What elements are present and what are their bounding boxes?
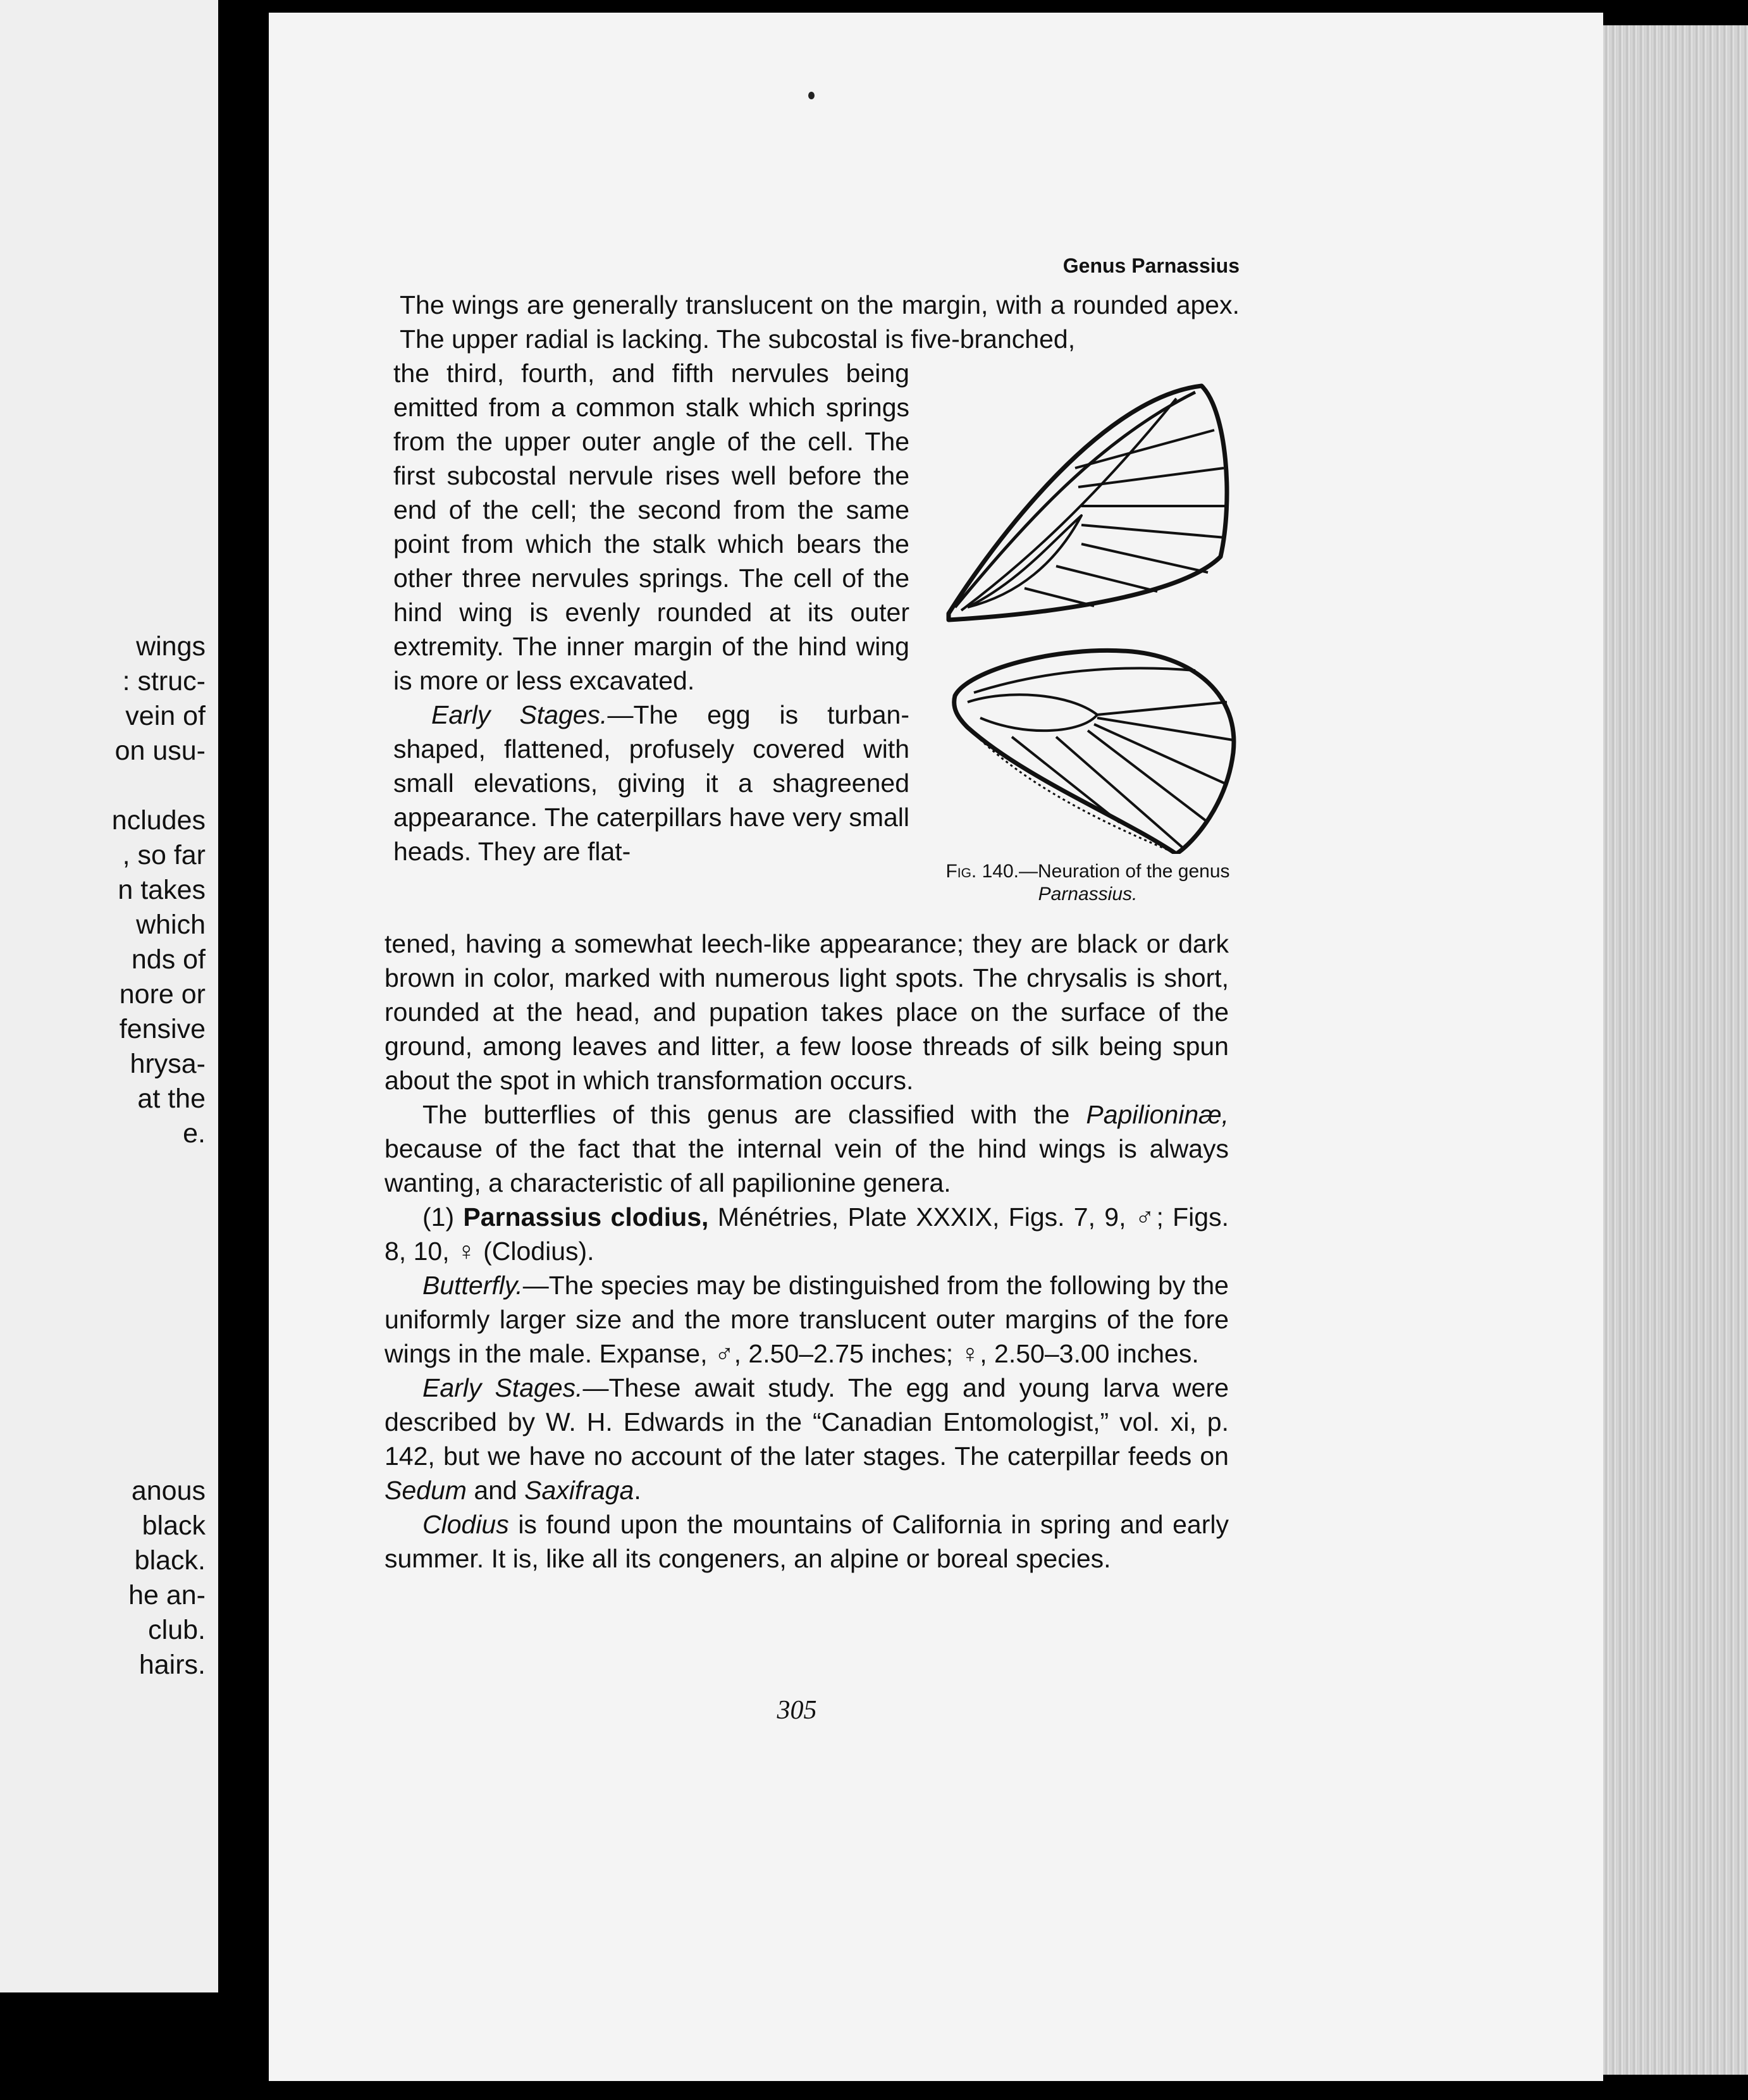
- wing-neuration-figure: [930, 373, 1246, 854]
- butterfly-heading: Butterfly.: [422, 1271, 523, 1300]
- plant-name: Sedum: [385, 1476, 467, 1505]
- left-page-fragment: he an-: [128, 1580, 206, 1610]
- narrow-column: [393, 356, 909, 868]
- left-page-fragment: anous: [131, 1476, 206, 1506]
- plant-name: Saxifraga: [524, 1476, 634, 1505]
- species-short-name: Clodius: [422, 1510, 509, 1539]
- period: .: [634, 1476, 641, 1505]
- classification-text-end: because of the fact that the internal vein of the hind wings is always wanting, a characteristic of all papilionine genera.: [385, 1134, 1229, 1197]
- left-page-fragment: nds of: [131, 944, 206, 975]
- species-number: (1): [422, 1202, 455, 1232]
- early-stages-2-heading: Early Stages.: [422, 1373, 583, 1402]
- left-page-fragment: : struc-: [122, 666, 206, 696]
- hind-wing-outline: [954, 650, 1234, 854]
- species-heading: [385, 1200, 1229, 1268]
- figure-caption-genus: Parnassius.: [1038, 884, 1138, 905]
- early-stages-heading: Early Stages.: [431, 700, 608, 729]
- fore-wing-vein: [955, 392, 1195, 607]
- conjunction: and: [466, 1476, 525, 1505]
- early-stages-continued: tened, having a somewhat leech-like appearance; they are black or dark brown in color, marked with numerous light spots. The chrysalis is short, rounded at the head, and pupation takes place on the surface of the ground, among leaves and litter, a few loose threads of silk being spun about the spot in which transformation occurs.: [385, 929, 1229, 1095]
- left-page-fragment: n takes: [118, 875, 206, 905]
- left-page-fragment: club.: [148, 1615, 206, 1645]
- left-page-fragment: hrysa-: [130, 1049, 206, 1079]
- early-stages-2-text: —These await study. The egg and young larva were described by W. H. Edwards in the “Canadian Entomologist,” vol. xi, p. 142, but we have no account of the later stages. The caterpillar feeds on: [385, 1373, 1229, 1471]
- fore-wing-vein: [961, 398, 1176, 610]
- left-page-edge: [0, 0, 218, 1992]
- page-number: 305: [777, 1696, 817, 1725]
- butterfly-paragraph: [385, 1268, 1229, 1371]
- book-gutter: [218, 0, 269, 2100]
- classification-paragraph: [385, 1097, 1229, 1200]
- ink-speck: [808, 92, 815, 99]
- figure-label: Fig. 140.: [945, 861, 1019, 882]
- left-page-fragment: fensive: [119, 1014, 206, 1044]
- running-head: Genus Parnassius: [1062, 254, 1240, 277]
- intro-beside-figure: the third, fourth, and fifth nervules being emitted from a common stalk which springs from the upper outer angle of the cell. The first subcostal nervule rises well before the end of the cell; the second from the same point from which the stalk which bears the other three nervules springs. The cell of the hind wing is evenly rounded at its outer extremity. The inner margin of the hind wing is more or less excavated.: [393, 359, 909, 695]
- left-page-fragment: e.: [183, 1118, 206, 1149]
- closing-paragraph: [385, 1507, 1229, 1576]
- figure-caption: [942, 860, 1233, 906]
- left-page-fragment: hairs.: [138, 1650, 206, 1680]
- butterfly-text: —The species may be distinguished from the following by the uniformly larger size and the more translucent outer margins of the fore wings in the male. Expanse, ♂, 2.50–2.75 inches; ♀, 2.50–3.00 inches.: [385, 1271, 1229, 1368]
- fore-wing-outline: [949, 386, 1227, 620]
- closing-text: is found upon the mountains of California in spring and early summer. It is, like all its congeners, an alpine or boreal species.: [385, 1510, 1229, 1573]
- left-page-fragment: on usu-: [114, 736, 206, 766]
- species-name: Parnassius clodius,: [463, 1202, 709, 1232]
- intro-paragraph-top: [400, 288, 1240, 356]
- intro-full-width: The wings are generally translucent on the margin, with a rounded apex. The upper radial is lacking. The subcostal is five-branched,: [400, 290, 1240, 354]
- wing-diagram: [930, 373, 1246, 854]
- figure-caption-text: —Neuration of the genus: [1019, 861, 1230, 882]
- left-page-fragment: nore or: [119, 979, 206, 1010]
- left-page-fragment: vein of: [125, 701, 206, 731]
- left-page-fragment: black: [142, 1510, 206, 1541]
- subfamily-name: Papilioninæ,: [1086, 1100, 1229, 1129]
- early-stages-paragraph: [393, 698, 909, 868]
- left-page-fragment: at the: [137, 1084, 206, 1114]
- left-page-fragment: which: [136, 910, 206, 940]
- species-citation: Ménétries, Plate XXXIX, Figs. 7, 9, ♂; Figs. 8, 10, ♀ (Clodius).: [385, 1202, 1229, 1266]
- left-page-fragment: ncludes: [111, 805, 206, 836]
- early-stages-text: —The egg is turban-shaped, flattened, profusely covered with small elevations, giving it a shagreened appearance. The caterpillars have very small heads. They are flat-: [393, 700, 910, 866]
- hind-wing-cell: [968, 695, 1097, 731]
- left-page-fragment: black.: [134, 1545, 206, 1576]
- left-page-fragment: wings: [136, 631, 206, 662]
- left-page-fragment: , so far: [122, 840, 206, 870]
- early-stages-2-paragraph: [385, 1371, 1229, 1507]
- classification-text: The butterflies of this genus are classified with the: [422, 1100, 1086, 1129]
- page-edges: [1603, 25, 1748, 2075]
- lower-body: [385, 927, 1229, 1576]
